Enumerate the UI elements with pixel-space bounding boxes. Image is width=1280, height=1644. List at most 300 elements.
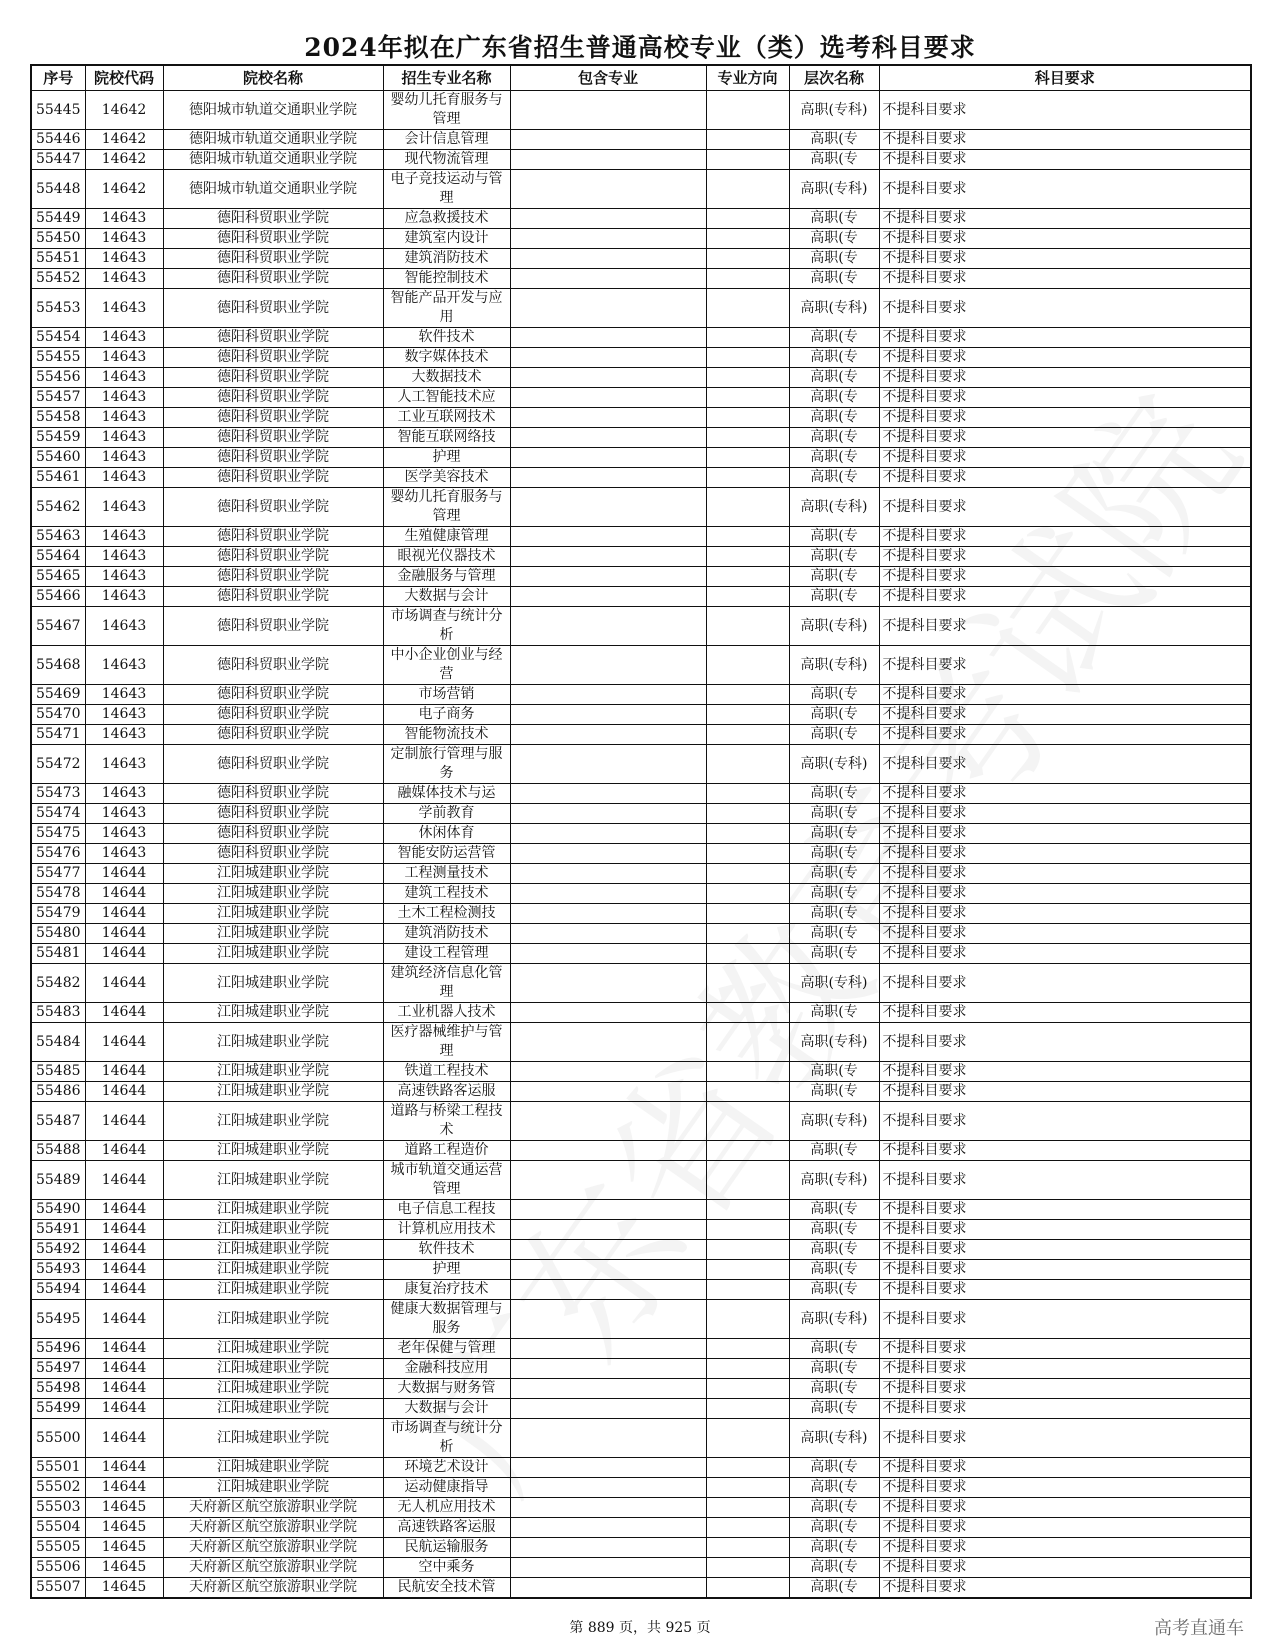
cell-major: 工业互联网技术: [383, 408, 510, 428]
cell-direction: [706, 1062, 789, 1082]
cell-includes: [510, 150, 706, 170]
cell-school-name: 德阳科贸职业学院: [163, 685, 383, 705]
cell-includes: [510, 408, 706, 428]
cell-requirement: 不提科目要求: [879, 150, 1251, 170]
table-row: [31, 1200, 1251, 1220]
cell-direction: [706, 784, 789, 804]
cell-includes: [510, 1141, 706, 1161]
cell-direction: [706, 527, 789, 547]
table-row: [31, 1280, 1251, 1300]
col-header-school: 院校名称: [163, 65, 383, 91]
cell-seq: 55489: [31, 1161, 85, 1200]
cell-includes: [510, 130, 706, 150]
cell-seq: 55452: [31, 269, 85, 289]
cell-school-code: 14644: [85, 1260, 163, 1280]
cell-school-code: 14645: [85, 1558, 163, 1578]
cell-school-name: 德阳科贸职业学院: [163, 567, 383, 587]
cell-major: 民航安全技术管: [383, 1578, 510, 1599]
cell-seq: 55501: [31, 1458, 85, 1478]
cell-requirement: 不提科目要求: [879, 1399, 1251, 1419]
cell-includes: [510, 209, 706, 229]
cell-school-code: 14644: [85, 1359, 163, 1379]
cell-school-code: 14643: [85, 646, 163, 685]
cell-school-name: 德阳科贸职业学院: [163, 527, 383, 547]
cell-seq: 55472: [31, 745, 85, 784]
cell-seq: 55446: [31, 130, 85, 150]
cell-level: 高职(专: [789, 527, 879, 547]
cell-school-code: 14645: [85, 1578, 163, 1599]
table-row: [31, 91, 1251, 130]
cell-direction: [706, 745, 789, 784]
cell-direction: [706, 884, 789, 904]
table-row: [31, 170, 1251, 209]
cell-level: 高职(专: [789, 1062, 879, 1082]
cell-direction: [706, 1379, 789, 1399]
cell-major: 建设工程管理: [383, 944, 510, 964]
cell-seq: 55477: [31, 864, 85, 884]
cell-school-name: 江阳城建职业学院: [163, 1062, 383, 1082]
cell-major: 大数据与财务管: [383, 1379, 510, 1399]
cell-requirement: 不提科目要求: [879, 328, 1251, 348]
cell-direction: [706, 547, 789, 567]
col-header-code: 院校代码: [85, 65, 163, 91]
cell-level: 高职(专科): [789, 964, 879, 1003]
cell-major: 婴幼儿托育服务与管理: [383, 488, 510, 527]
cell-level: 高职(专: [789, 725, 879, 745]
cell-direction: [706, 1200, 789, 1220]
table-row: [31, 468, 1251, 488]
cell-includes: [510, 1478, 706, 1498]
cell-level: 高职(专科): [789, 1419, 879, 1458]
table-row: [31, 1399, 1251, 1419]
cell-direction: [706, 428, 789, 448]
cell-school-name: 德阳城市轨道交通职业学院: [163, 170, 383, 209]
cell-requirement: 不提科目要求: [879, 1458, 1251, 1478]
cell-includes: [510, 745, 706, 784]
cell-seq: 55476: [31, 844, 85, 864]
cell-requirement: 不提科目要求: [879, 468, 1251, 488]
table-row: [31, 328, 1251, 348]
cell-major: 市场调查与统计分析: [383, 607, 510, 646]
cell-seq: 55470: [31, 705, 85, 725]
cell-school-code: 14643: [85, 527, 163, 547]
cell-school-code: 14643: [85, 209, 163, 229]
cell-requirement: 不提科目要求: [879, 1102, 1251, 1141]
cell-school-name: 江阳城建职业学院: [163, 1458, 383, 1478]
cell-requirement: 不提科目要求: [879, 1023, 1251, 1062]
cell-direction: [706, 567, 789, 587]
cell-requirement: 不提科目要求: [879, 1240, 1251, 1260]
cell-school-code: 14643: [85, 368, 163, 388]
cell-school-name: 江阳城建职业学院: [163, 1102, 383, 1141]
cell-level: 高职(专: [789, 229, 879, 249]
cell-includes: [510, 904, 706, 924]
cell-includes: [510, 348, 706, 368]
cell-direction: [706, 1558, 789, 1578]
cell-major: 学前教育: [383, 804, 510, 824]
cell-seq: 55462: [31, 488, 85, 527]
requirements-table: [30, 64, 1252, 1599]
table-row: [31, 1240, 1251, 1260]
cell-school-name: 江阳城建职业学院: [163, 1161, 383, 1200]
cell-includes: [510, 1200, 706, 1220]
cell-requirement: 不提科目要求: [879, 685, 1251, 705]
table-row: [31, 289, 1251, 328]
cell-major: 电子商务: [383, 705, 510, 725]
cell-major: 会计信息管理: [383, 130, 510, 150]
cell-includes: [510, 1220, 706, 1240]
cell-direction: [706, 944, 789, 964]
table-row: [31, 1161, 1251, 1200]
cell-direction: [706, 964, 789, 1003]
cell-school-name: 江阳城建职业学院: [163, 944, 383, 964]
cell-direction: [706, 705, 789, 725]
cell-includes: [510, 646, 706, 685]
cell-level: 高职(专: [789, 368, 879, 388]
cell-seq: 55464: [31, 547, 85, 567]
cell-includes: [510, 468, 706, 488]
cell-level: 高职(专: [789, 944, 879, 964]
cell-includes: [510, 1518, 706, 1538]
cell-seq: 55478: [31, 884, 85, 904]
cell-school-name: 天府新区航空旅游职业学院: [163, 1518, 383, 1538]
cell-school-name: 江阳城建职业学院: [163, 884, 383, 904]
cell-includes: [510, 1578, 706, 1599]
cell-school-code: 14643: [85, 547, 163, 567]
table-row: [31, 1003, 1251, 1023]
cell-includes: [510, 587, 706, 607]
cell-includes: [510, 229, 706, 249]
cell-seq: 55497: [31, 1359, 85, 1379]
cell-direction: [706, 209, 789, 229]
cell-seq: 55483: [31, 1003, 85, 1023]
cell-direction: [706, 904, 789, 924]
cell-level: 高职(专: [789, 1200, 879, 1220]
cell-school-name: 江阳城建职业学院: [163, 1478, 383, 1498]
cell-school-name: 江阳城建职业学院: [163, 1399, 383, 1419]
cell-school-name: 德阳科贸职业学院: [163, 745, 383, 784]
cell-school-code: 14643: [85, 269, 163, 289]
table-row: [31, 1062, 1251, 1082]
cell-level: 高职(专: [789, 448, 879, 468]
col-header-seq: 序号: [31, 65, 85, 91]
cell-direction: [706, 1161, 789, 1200]
cell-school-code: 14644: [85, 1399, 163, 1419]
cell-direction: [706, 924, 789, 944]
cell-major: 定制旅行管理与服务: [383, 745, 510, 784]
cell-seq: 55471: [31, 725, 85, 745]
cell-school-name: 天府新区航空旅游职业学院: [163, 1538, 383, 1558]
cell-major: 老年保健与管理: [383, 1339, 510, 1359]
cell-requirement: 不提科目要求: [879, 388, 1251, 408]
table-row: [31, 1102, 1251, 1141]
cell-seq: 55467: [31, 607, 85, 646]
cell-school-name: 江阳城建职业学院: [163, 1023, 383, 1062]
cell-school-code: 14644: [85, 1141, 163, 1161]
cell-school-code: 14644: [85, 1280, 163, 1300]
table-row: [31, 944, 1251, 964]
cell-direction: [706, 1478, 789, 1498]
cell-requirement: 不提科目要求: [879, 1161, 1251, 1200]
cell-seq: 55459: [31, 428, 85, 448]
cell-level: 高职(专: [789, 348, 879, 368]
cell-direction: [706, 289, 789, 328]
cell-includes: [510, 249, 706, 269]
table-row: [31, 804, 1251, 824]
cell-requirement: 不提科目要求: [879, 587, 1251, 607]
cell-school-name: 德阳科贸职业学院: [163, 547, 383, 567]
cell-direction: [706, 1498, 789, 1518]
cell-major: 医疗器械维护与管理: [383, 1023, 510, 1062]
cell-major: 现代物流管理: [383, 150, 510, 170]
cell-requirement: 不提科目要求: [879, 1062, 1251, 1082]
cell-level: 高职(专: [789, 249, 879, 269]
cell-school-name: 德阳科贸职业学院: [163, 209, 383, 229]
cell-direction: [706, 368, 789, 388]
cell-direction: [706, 1538, 789, 1558]
cell-requirement: 不提科目要求: [879, 784, 1251, 804]
cell-major: 建筑室内设计: [383, 229, 510, 249]
cell-school-code: 14642: [85, 130, 163, 150]
cell-seq: 55450: [31, 229, 85, 249]
cell-level: 高职(专: [789, 784, 879, 804]
cell-includes: [510, 289, 706, 328]
cell-level: 高职(专: [789, 1240, 879, 1260]
cell-seq: 55481: [31, 944, 85, 964]
cell-major: 工业机器人技术: [383, 1003, 510, 1023]
cell-requirement: 不提科目要求: [879, 408, 1251, 428]
cell-includes: [510, 1003, 706, 1023]
cell-seq: 55499: [31, 1399, 85, 1419]
cell-school-code: 14644: [85, 1339, 163, 1359]
cell-school-code: 14643: [85, 567, 163, 587]
cell-seq: 55447: [31, 150, 85, 170]
cell-seq: 55455: [31, 348, 85, 368]
cell-direction: [706, 388, 789, 408]
table-row: [31, 1141, 1251, 1161]
cell-major: 高速铁路客运服: [383, 1518, 510, 1538]
table-row: [31, 269, 1251, 289]
cell-major: 道路与桥梁工程技术: [383, 1102, 510, 1141]
cell-level: 高职(专: [789, 1220, 879, 1240]
table-row: [31, 1379, 1251, 1399]
cell-level: 高职(专: [789, 1478, 879, 1498]
cell-school-code: 14645: [85, 1538, 163, 1558]
cell-school-name: 德阳城市轨道交通职业学院: [163, 130, 383, 150]
cell-level: 高职(专: [789, 884, 879, 904]
cell-requirement: 不提科目要求: [879, 1518, 1251, 1538]
cell-level: 高职(专科): [789, 170, 879, 209]
cell-school-name: 德阳科贸职业学院: [163, 587, 383, 607]
cell-school-code: 14643: [85, 388, 163, 408]
cell-level: 高职(专: [789, 1558, 879, 1578]
cell-requirement: 不提科目要求: [879, 209, 1251, 229]
cell-major: 工程测量技术: [383, 864, 510, 884]
cell-seq: 55445: [31, 91, 85, 130]
cell-school-code: 14644: [85, 1161, 163, 1200]
cell-school-code: 14644: [85, 864, 163, 884]
cell-seq: 55490: [31, 1200, 85, 1220]
cell-includes: [510, 1240, 706, 1260]
table-row: [31, 685, 1251, 705]
cell-school-name: 德阳科贸职业学院: [163, 844, 383, 864]
table-row: [31, 607, 1251, 646]
cell-direction: [706, 229, 789, 249]
cell-school-code: 14643: [85, 328, 163, 348]
cell-seq: 55494: [31, 1280, 85, 1300]
table-row: [31, 705, 1251, 725]
cell-requirement: 不提科目要求: [879, 944, 1251, 964]
cell-seq: 55457: [31, 388, 85, 408]
cell-includes: [510, 844, 706, 864]
table-row: [31, 725, 1251, 745]
cell-direction: [706, 1141, 789, 1161]
cell-includes: [510, 547, 706, 567]
page-footer: 第 889 页，共 925 页: [569, 1620, 711, 1636]
cell-school-code: 14643: [85, 705, 163, 725]
cell-seq: 55488: [31, 1141, 85, 1161]
cell-school-code: 14644: [85, 964, 163, 1003]
cell-level: 高职(专: [789, 1538, 879, 1558]
cell-requirement: 不提科目要求: [879, 745, 1251, 784]
cell-school-name: 江阳城建职业学院: [163, 1082, 383, 1102]
cell-direction: [706, 646, 789, 685]
cell-requirement: 不提科目要求: [879, 448, 1251, 468]
cell-level: 高职(专科): [789, 607, 879, 646]
cell-requirement: 不提科目要求: [879, 527, 1251, 547]
cell-seq: 55454: [31, 328, 85, 348]
cell-level: 高职(专: [789, 388, 879, 408]
cell-direction: [706, 607, 789, 646]
cell-major: 空中乘务: [383, 1558, 510, 1578]
cell-direction: [706, 269, 789, 289]
cell-level: 高职(专: [789, 705, 879, 725]
cell-school-name: 江阳城建职业学院: [163, 1260, 383, 1280]
table-row: [31, 1300, 1251, 1339]
cell-seq: 55465: [31, 567, 85, 587]
table-row: [31, 547, 1251, 567]
cell-school-name: 江阳城建职业学院: [163, 1220, 383, 1240]
cell-direction: [706, 1399, 789, 1419]
cell-seq: 55458: [31, 408, 85, 428]
cell-includes: [510, 269, 706, 289]
cell-includes: [510, 170, 706, 209]
cell-includes: [510, 1399, 706, 1419]
cell-school-code: 14643: [85, 784, 163, 804]
cell-includes: [510, 1538, 706, 1558]
cell-major: 医学美容技术: [383, 468, 510, 488]
cell-direction: [706, 1419, 789, 1458]
cell-major: 市场营销: [383, 685, 510, 705]
cell-direction: [706, 804, 789, 824]
cell-major: 人工智能技术应: [383, 388, 510, 408]
cell-requirement: 不提科目要求: [879, 804, 1251, 824]
col-header-requirement: 科目要求: [879, 65, 1251, 91]
cell-includes: [510, 448, 706, 468]
cell-requirement: 不提科目要求: [879, 1558, 1251, 1578]
cell-requirement: 不提科目要求: [879, 289, 1251, 328]
cell-school-name: 江阳城建职业学院: [163, 1339, 383, 1359]
cell-requirement: 不提科目要求: [879, 1578, 1251, 1599]
cell-requirement: 不提科目要求: [879, 130, 1251, 150]
cell-school-code: 14643: [85, 348, 163, 368]
cell-school-name: 德阳科贸职业学院: [163, 428, 383, 448]
cell-major: 无人机应用技术: [383, 1498, 510, 1518]
table-row: [31, 1359, 1251, 1379]
table-row: [31, 448, 1251, 468]
table-row: [31, 527, 1251, 547]
cell-level: 高职(专: [789, 1339, 879, 1359]
cell-major: 道路工程造价: [383, 1141, 510, 1161]
cell-includes: [510, 864, 706, 884]
cell-level: 高职(专: [789, 408, 879, 428]
cell-seq: 55469: [31, 685, 85, 705]
cell-level: 高职(专科): [789, 488, 879, 527]
cell-major: 智能安防运营管: [383, 844, 510, 864]
cell-direction: [706, 328, 789, 348]
cell-seq: 55474: [31, 804, 85, 824]
cell-includes: [510, 1161, 706, 1200]
cell-school-code: 14644: [85, 1379, 163, 1399]
cell-requirement: 不提科目要求: [879, 1300, 1251, 1339]
cell-school-name: 江阳城建职业学院: [163, 1003, 383, 1023]
cell-school-name: 江阳城建职业学院: [163, 1240, 383, 1260]
cell-school-name: 德阳科贸职业学院: [163, 488, 383, 527]
cell-level: 高职(专: [789, 1003, 879, 1023]
cell-requirement: 不提科目要求: [879, 705, 1251, 725]
cell-level: 高职(专: [789, 844, 879, 864]
cell-school-code: 14644: [85, 1082, 163, 1102]
cell-school-name: 德阳科贸职业学院: [163, 229, 383, 249]
cell-requirement: 不提科目要求: [879, 1339, 1251, 1359]
cell-seq: 55456: [31, 368, 85, 388]
cell-requirement: 不提科目要求: [879, 229, 1251, 249]
cell-school-code: 14642: [85, 170, 163, 209]
cell-direction: [706, 249, 789, 269]
cell-requirement: 不提科目要求: [879, 368, 1251, 388]
cell-direction: [706, 1518, 789, 1538]
cell-direction: [706, 1339, 789, 1359]
cell-school-name: 江阳城建职业学院: [163, 964, 383, 1003]
cell-school-name: 德阳科贸职业学院: [163, 607, 383, 646]
cell-requirement: 不提科目要求: [879, 428, 1251, 448]
cell-school-code: 14644: [85, 924, 163, 944]
cell-major: 运动健康指导: [383, 1478, 510, 1498]
cell-includes: [510, 705, 706, 725]
cell-direction: [706, 130, 789, 150]
cell-major: 建筑经济信息化管理: [383, 964, 510, 1003]
cell-school-code: 14643: [85, 824, 163, 844]
cell-school-code: 14644: [85, 1478, 163, 1498]
table-row: [31, 864, 1251, 884]
cell-major: 高速铁路客运服: [383, 1082, 510, 1102]
cell-level: 高职(专: [789, 587, 879, 607]
cell-seq: 55468: [31, 646, 85, 685]
cell-requirement: 不提科目要求: [879, 1082, 1251, 1102]
cell-direction: [706, 1102, 789, 1141]
page-title: 2024年拟在广东省招生普通高校专业（类）选考科目要求: [304, 33, 976, 62]
table-row: [31, 1538, 1251, 1558]
cell-school-name: 江阳城建职业学院: [163, 1280, 383, 1300]
cell-seq: 55491: [31, 1220, 85, 1240]
table-row: [31, 209, 1251, 229]
table-row: [31, 1339, 1251, 1359]
table-row: [31, 488, 1251, 527]
table-row: [31, 130, 1251, 150]
cell-level: 高职(专: [789, 567, 879, 587]
table-row: [31, 249, 1251, 269]
cell-includes: [510, 784, 706, 804]
